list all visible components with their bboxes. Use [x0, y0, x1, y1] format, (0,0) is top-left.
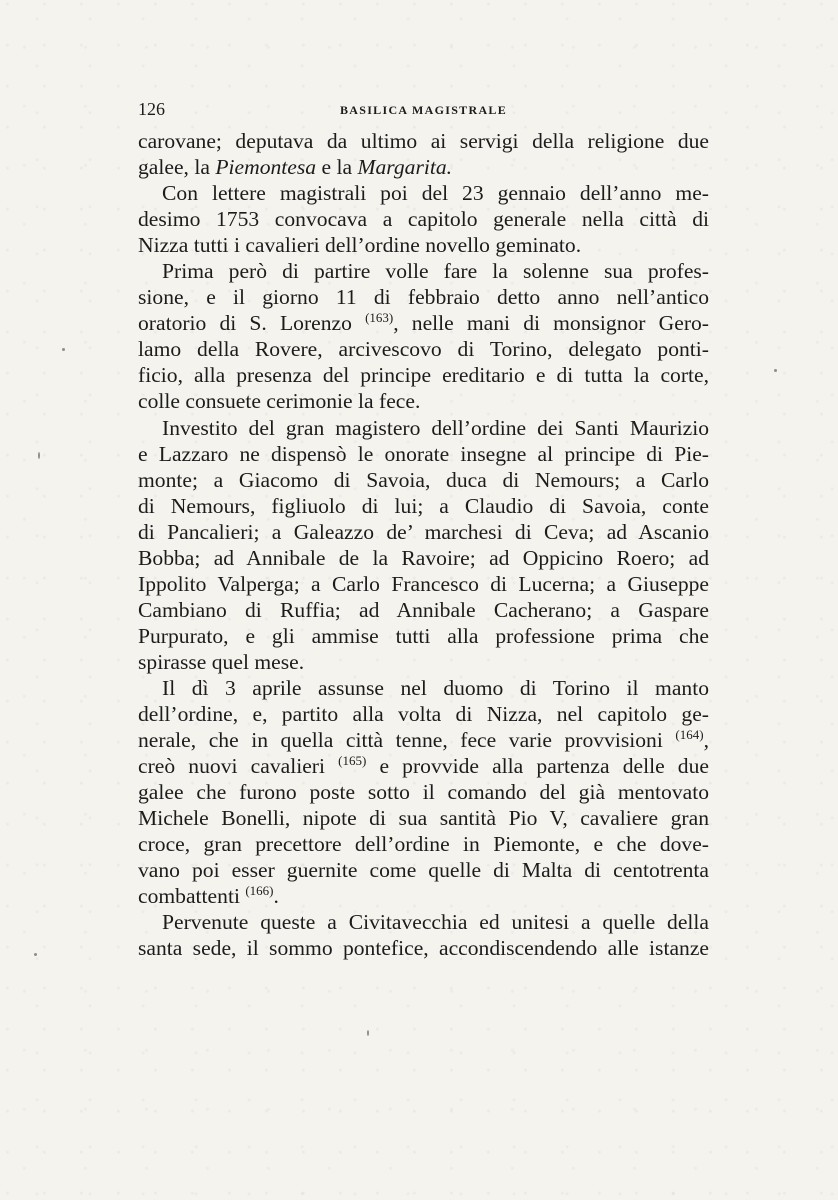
- text-line: santa sede, il sommo pontefice, accondiscendendo alle istanze: [138, 936, 709, 961]
- text-line: Nizza tutti i cavalieri dell’ordine novello geminato.: [138, 233, 582, 258]
- footnote-ref: (166): [245, 883, 274, 899]
- text-line: sione, e il giorno 11 di febbraio detto anno nell’antico: [138, 285, 709, 310]
- text-line: Pervenute queste a Civitavecchia ed unitesi a quelle della: [162, 910, 709, 935]
- paper-speck: [367, 1030, 369, 1036]
- text-line: Il dì 3 aprile assunse nel duomo di Torino il manto: [162, 675, 709, 700]
- ship-name: Margarita.: [357, 155, 453, 180]
- paper-speck: [774, 369, 777, 372]
- text-run: .: [273, 884, 279, 909]
- text-run: galee, la: [138, 155, 216, 180]
- text-line: [138, 727, 709, 753]
- text-line: Purpurato, e gli ammise tutti alla professione prima che: [138, 623, 709, 648]
- footnote-ref: (163): [365, 310, 394, 326]
- text-line: colle consuete cerimonie la fece.: [138, 389, 421, 414]
- text-line: monte; a Giacomo di Savoia, duca di Nemours; a Carlo: [138, 467, 709, 492]
- text-line: galee che furono poste sotto il comando del già mentovato: [138, 780, 709, 805]
- running-head: BASILICA MAGISTRALE: [339, 103, 508, 117]
- body-text: [138, 128, 709, 962]
- page-header: [138, 98, 709, 120]
- text-line: Investito del gran magistero dell’ordine dei Santi Maurizio: [162, 415, 709, 440]
- text-line: [138, 883, 709, 909]
- text-line: Bobba; ad Annibale de la Ravoire; ad Oppicino Roero; ad: [138, 545, 709, 570]
- text-run: creò nuovi cavalieri: [138, 754, 339, 779]
- text-line: di Pancalieri; a Galeazzo de’ marchesi di Ceva; ad Ascanio: [138, 519, 709, 544]
- text-line: [138, 753, 709, 779]
- text-line: [138, 310, 709, 336]
- text-line: Ippolito Valperga; a Carlo Francesco di Lucerna; a Giuseppe: [138, 571, 709, 596]
- text-line: vano poi esser guernite come quelle di Malta di centotrenta: [138, 858, 709, 883]
- text-line: [138, 154, 709, 180]
- text-run: e la: [316, 155, 358, 180]
- text-line: carovane; deputava da ultimo ai servigi della religione due: [138, 129, 709, 153]
- text-run: ,: [703, 728, 709, 753]
- footnote-ref: (165): [338, 753, 367, 769]
- text-line: lamo della Rovere, arcivescovo di Torino, delegato ponti-: [138, 337, 709, 362]
- text-line: di Nemours, figliuolo di lui; a Claudio di Savoia, conte: [138, 493, 709, 518]
- text-line: Con lettere magistrali poi del 23 gennaio dell’anno me-: [162, 181, 709, 206]
- text-line: desimo 1753 convocava a capitolo generale nella città di: [138, 207, 709, 232]
- text-line: Michele Bonelli, nipote di sua santità Pio V, cavaliere gran: [138, 806, 709, 831]
- text-line: ficio, alla presenza del principe ereditario e di tutta la corte,: [138, 363, 709, 388]
- text-run: e provvide alla partenza delle due: [366, 754, 709, 779]
- text-line: Cambiano di Ruffia; ad Annibale Cacherano; a Gaspare: [138, 597, 709, 622]
- paper-speck: [62, 348, 65, 351]
- ship-name: Piemontesa: [215, 155, 317, 180]
- text-line: Prima però di partire volle fare la solenne sua profes-: [162, 259, 709, 284]
- footnote-ref: (164): [675, 727, 704, 743]
- text-line: spirasse quel mese.: [138, 649, 305, 674]
- text-line: dell’ordine, e, partito alla volta di Nizza, nel capitolo ge-: [138, 702, 709, 727]
- text-run: oratorio di S. Lorenzo: [138, 311, 366, 336]
- paper-speck: [38, 452, 40, 459]
- page-number: 126: [138, 99, 165, 119]
- text-run: , nelle mani di monsignor Gero-: [393, 311, 709, 336]
- text-line: e Lazzaro ne dispensò le onorate insegne al principe di Pie-: [138, 441, 709, 466]
- text-run: nerale, che in quella città tenne, fece varie provvisioni: [138, 728, 676, 753]
- paper-speck: [34, 953, 37, 956]
- text-line: croce, gran precettore dell’ordine in Piemonte, e che dove-: [138, 832, 709, 857]
- text-run: combattenti: [138, 884, 246, 909]
